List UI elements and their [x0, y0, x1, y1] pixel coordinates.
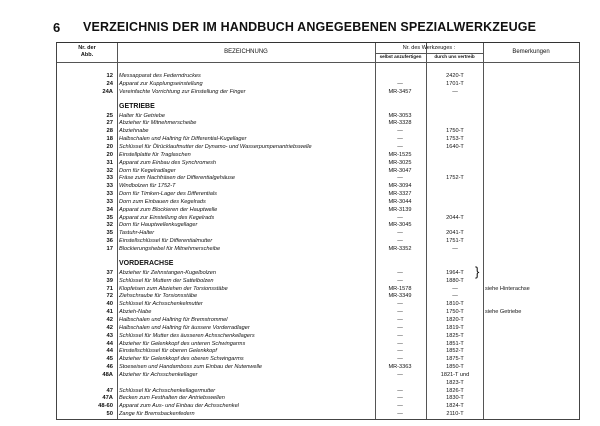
tool-name: Abzieher für Achsschenkellager	[119, 371, 198, 378]
row-number: 39	[106, 277, 113, 284]
tool-name: Einstellschlüssel für Differentialmutter	[119, 238, 213, 245]
section-heading-row	[57, 260, 579, 268]
tool-name: Halbschalen und Haltring für Differential-Kugellager	[119, 136, 247, 143]
tool-name: Schlüssel für Ölrücklaufmutter der Dynamo- und Wasserpumpenantriebswelle	[119, 143, 312, 150]
tool-number-selbst: —	[397, 277, 403, 284]
tool-number-selbst: —	[397, 136, 403, 143]
remark: siehe Getriebe	[485, 309, 522, 316]
tool-number-vertrieb: —	[452, 293, 458, 300]
tool-name: Abzieh-Nabe	[119, 309, 152, 316]
tool-name: Windbolzen für 1752-T	[119, 183, 176, 190]
tool-number-selbst: —	[397, 332, 403, 339]
row-number: 46	[106, 364, 113, 371]
table-row	[57, 333, 579, 341]
tool-number-selbst: —	[397, 175, 403, 182]
tool-number-vertrieb: 1820-T	[446, 316, 464, 323]
table-row	[57, 175, 579, 183]
row-number: 48A	[102, 371, 113, 378]
header-nr: Nr. der Abb.	[78, 45, 96, 58]
section-heading: VORDERACHSE	[119, 259, 174, 267]
tool-name: Tastuhr-Halter	[119, 230, 155, 237]
tool-number-selbst: MR-3363	[388, 364, 412, 371]
table-row	[57, 395, 579, 403]
tool-name: Apparat zum Aus- und Einbau der Achsschenkel	[119, 403, 239, 410]
tool-number-selbst: —	[397, 143, 403, 150]
tool-number-vertrieb: 1825-T	[446, 332, 464, 339]
tool-number-selbst: —	[397, 214, 403, 221]
table-row	[57, 160, 579, 168]
tool-number-vertrieb: 2110-T	[446, 411, 464, 418]
tool-name: Apparat zur Kupplungseinstellung	[119, 80, 203, 87]
row-number: 17	[106, 246, 113, 252]
table-row	[57, 81, 579, 89]
header-werkzeug: Nr. des Werkzeuges :	[402, 45, 456, 51]
tool-number-vertrieb: —	[452, 88, 458, 95]
tool-number-vertrieb: 1810-T	[446, 301, 464, 308]
row-number: 32	[106, 222, 113, 229]
tool-name: Blockierungshebel für Mitnehmerscheibe	[119, 246, 221, 252]
page-number: 6	[53, 20, 61, 35]
tool-number-selbst: MR-1525	[388, 151, 412, 158]
tool-number-selbst: MR-3045	[388, 222, 412, 229]
tool-name: Dorn für Timken-Lager des Differentials	[119, 191, 217, 198]
row-number: 44	[106, 348, 113, 355]
row-number: 36	[106, 238, 113, 245]
row-number: 18	[106, 136, 113, 143]
tool-name: Einstellschlüssel für oberen Gelenkkopf	[119, 348, 217, 355]
table-row	[57, 230, 579, 238]
row-number: 50	[106, 411, 113, 418]
tool-number-selbst: —	[397, 230, 403, 237]
tool-name: Abzieher für Zehnstangen-Kugelbolzen	[119, 269, 217, 276]
row-number: 35	[106, 230, 113, 237]
tool-name: Dorn für Kegelradlager	[119, 167, 176, 174]
tool-number-vertrieb: 1824-T	[446, 403, 464, 410]
tool-number-selbst: —	[397, 395, 403, 402]
tool-number-vertrieb: 2420-T	[446, 73, 464, 79]
table-row	[57, 411, 579, 419]
table-row	[57, 380, 579, 388]
tool-name: Dorn für Hauptwellenkugellager	[119, 222, 198, 229]
table-row	[57, 207, 579, 215]
tool-number-vertrieb: 2044-T	[446, 214, 464, 221]
tool-number-vertrieb: 1851-T	[446, 340, 464, 347]
table-row	[57, 238, 579, 246]
row-number: 25	[106, 112, 113, 119]
table-row	[57, 246, 579, 254]
page-title: VERZEICHNIS DER IM HANDBUCH ANGEGEBENEN SPEZIALWERKZEUGE	[83, 20, 537, 34]
tool-name: Stoeseisen und Handamboss zum Einbau der Nutenwelle	[119, 364, 263, 371]
row-number: 45	[106, 356, 113, 363]
header-vertrieb: durch uns vertreib	[434, 54, 475, 59]
tool-number-selbst: —	[397, 387, 403, 394]
tool-number-selbst: —	[397, 269, 403, 276]
tool-number-selbst: MR-3025	[388, 159, 412, 166]
tool-name: Zange für Bremsbackenfedern	[119, 411, 195, 418]
tool-name: Dorn zum Einbauen des Kegelrads	[119, 198, 206, 205]
tool-number-vertrieb: 1830-T	[446, 395, 464, 402]
row-number: 42	[106, 316, 113, 323]
table-row	[57, 136, 579, 144]
tool-number-vertrieb: 2041-T	[446, 230, 464, 237]
tool-number-selbst: MR-3327	[388, 191, 412, 198]
tool-number-selbst: MR-3349	[388, 293, 412, 300]
tool-number-selbst: —	[397, 309, 403, 316]
section-heading: GETRIEBE	[119, 102, 155, 110]
tools-table	[56, 42, 580, 420]
tool-number-selbst: —	[397, 348, 403, 355]
tool-name: Apparat zum Blockieren der Hauptwelle	[119, 206, 218, 213]
table-row	[57, 144, 579, 152]
row-number: 28	[106, 128, 113, 135]
tool-number-selbst: MR-3328	[388, 120, 412, 127]
row-number: 12	[106, 73, 113, 79]
tool-number-selbst: MR-3053	[388, 112, 412, 119]
row-number: 33	[106, 175, 113, 182]
table-row	[57, 191, 579, 199]
tool-name: Klopfeisen zum Abziehen der Torsionsstäbe	[119, 285, 228, 292]
tool-number-selbst: MR-1578	[388, 285, 412, 292]
tool-number-vertrieb: 1701-T	[446, 80, 464, 87]
table-row	[57, 301, 579, 309]
table-row	[57, 152, 579, 160]
table-row	[57, 309, 579, 317]
row-number: 71	[106, 285, 113, 292]
tool-name: Abziehnabe	[119, 128, 149, 135]
row-number: 47	[106, 387, 113, 394]
remark: siehe Hinterachse	[485, 285, 530, 292]
tool-name: Schlüssel für Muttern der Sattelbolzen	[119, 277, 214, 284]
tool-name: Messapparat des Federndruckes	[119, 73, 201, 79]
row-number: 72	[106, 293, 113, 300]
tool-name: Abzieher für Gelenkkopf des unteren Schwingarms	[119, 340, 246, 347]
tool-number-vertrieb: 1823-T	[446, 379, 464, 386]
row-number: 44	[106, 340, 113, 347]
tool-name: Apparat zum Einbau des Synchromesh	[119, 159, 217, 166]
remark-brace: }	[475, 264, 480, 279]
row-number: 31	[106, 159, 113, 166]
tool-number-vertrieb: 1752-T	[446, 175, 464, 182]
table-row	[57, 325, 579, 333]
table-row	[57, 199, 579, 207]
tool-number-selbst: MR-3044	[388, 198, 412, 205]
tool-name: Halbschalen und Haltring für äussere Vorderradlager	[119, 324, 250, 331]
table-row	[57, 183, 579, 191]
row-number: 33	[106, 198, 113, 205]
tool-number-vertrieb: 1750-T	[446, 309, 464, 316]
table-row	[57, 89, 579, 97]
tool-number-vertrieb: 1964-T	[446, 269, 464, 276]
table-row	[57, 364, 579, 372]
row-number: 27	[106, 120, 113, 127]
tool-number-selbst: —	[397, 238, 403, 245]
table-row	[57, 222, 579, 230]
tool-number-selbst: —	[397, 403, 403, 410]
header-bemerkungen: Bemerkungen	[512, 49, 550, 55]
tool-number-vertrieb: 1751-T	[446, 238, 464, 245]
tool-number-selbst: —	[397, 128, 403, 135]
table-row	[57, 348, 579, 356]
tool-number-selbst: —	[397, 371, 403, 378]
table-row	[57, 73, 579, 81]
row-number: 33	[106, 191, 113, 198]
tool-number-selbst: —	[397, 340, 403, 347]
tool-name: Schlüssel für Achsschenkellagermutter	[119, 387, 216, 394]
table-row	[57, 128, 579, 136]
table-row	[57, 317, 579, 325]
table-row	[57, 372, 579, 380]
tool-name: Einstellplatte für Traglaschen	[119, 151, 191, 158]
tool-number-vertrieb: 1850-T	[446, 364, 464, 371]
tool-number-vertrieb: 1640-T	[446, 143, 464, 150]
table-row	[57, 113, 579, 121]
row-number: 20	[106, 143, 113, 150]
row-number: 34	[106, 206, 113, 213]
tool-number-vertrieb: —	[452, 246, 458, 252]
tool-number-selbst: MR-3047	[388, 167, 412, 174]
table-row	[57, 341, 579, 349]
tool-number-vertrieb: 1826-T	[446, 387, 464, 394]
tool-number-vertrieb: 1880-T	[446, 277, 464, 284]
tool-name: Becken zum Festhalten der Antriebswellen	[119, 395, 225, 402]
tool-number-selbst: —	[397, 356, 403, 363]
row-number: 40	[106, 301, 113, 308]
tool-number-selbst: MR-3094	[388, 183, 412, 190]
row-number: 33	[106, 183, 113, 190]
table-row	[57, 388, 579, 396]
tool-name: Schlüssel für Achsschenkelmutter	[119, 301, 203, 308]
tool-name: Abzieher für Gelenkkopf des oberen Schwingarms	[119, 356, 244, 363]
tool-number-vertrieb: —	[452, 285, 458, 292]
table-row	[57, 356, 579, 364]
tool-number-selbst: MR-3457	[388, 88, 412, 95]
row-number: 47A	[102, 395, 113, 402]
tool-number-vertrieb: 1753-T	[446, 136, 464, 143]
row-number: 35	[106, 214, 113, 221]
header-divider	[57, 62, 579, 63]
row-number: 42	[106, 324, 113, 331]
tool-name: Fräse zum Nachfräsen der Differentialgehäuse	[119, 175, 235, 182]
tool-name: Ziehschraube für Torsionsstäbe	[119, 293, 198, 300]
tool-number-selbst: —	[397, 301, 403, 308]
table-row	[57, 293, 579, 301]
tool-number-selbst: MR-3352	[388, 246, 412, 252]
tool-name: Apparat zur Einstellung des Kegelrads	[119, 214, 215, 221]
table-row	[57, 403, 579, 411]
tool-number-selbst: —	[397, 316, 403, 323]
tool-number-selbst: —	[397, 80, 403, 87]
table-row	[57, 168, 579, 176]
row-number: 32	[106, 167, 113, 174]
row-number: 24A	[102, 88, 113, 95]
row-number: 24	[106, 80, 113, 87]
table-row	[57, 278, 579, 286]
row-number: 48-60	[98, 403, 113, 410]
tool-number-vertrieb: 1750-T	[446, 128, 464, 135]
table-row	[57, 215, 579, 223]
table-row	[57, 286, 579, 294]
tool-number-vertrieb: 1821-T und	[440, 371, 470, 378]
header-bezeichnung: BEZEICHNUNG	[224, 49, 268, 55]
tool-number-vertrieb: 1819-T	[446, 324, 464, 331]
tool-number-vertrieb: 1852-T	[446, 348, 464, 355]
row-number: 20	[106, 151, 113, 158]
tool-number-selbst: —	[397, 324, 403, 331]
tool-number-vertrieb: 1875-T	[446, 356, 464, 363]
row-number: 43	[106, 332, 113, 339]
tool-name: Halter für Getriebe	[119, 112, 166, 119]
tool-name: Schlüssel für Mutter des äusseren Achsschenkellagers	[119, 332, 255, 339]
table-row	[57, 120, 579, 128]
tool-name: Halbschalen und Haltring für Bremstrommel	[119, 316, 228, 323]
tool-name: Vereinfachte Vorrichtung zur Einstellung der Finger	[119, 88, 246, 95]
tool-name: Abzieher für Mitnehmerscheibe	[119, 120, 197, 127]
table-row	[57, 270, 579, 278]
row-number: 37	[106, 269, 113, 276]
row-number: 41	[106, 309, 113, 316]
section-heading-row	[57, 103, 579, 111]
tool-number-selbst: MR-3139	[388, 206, 412, 213]
header-selbst: selbst anzufertigen	[379, 54, 422, 59]
tool-number-selbst: —	[397, 411, 403, 418]
